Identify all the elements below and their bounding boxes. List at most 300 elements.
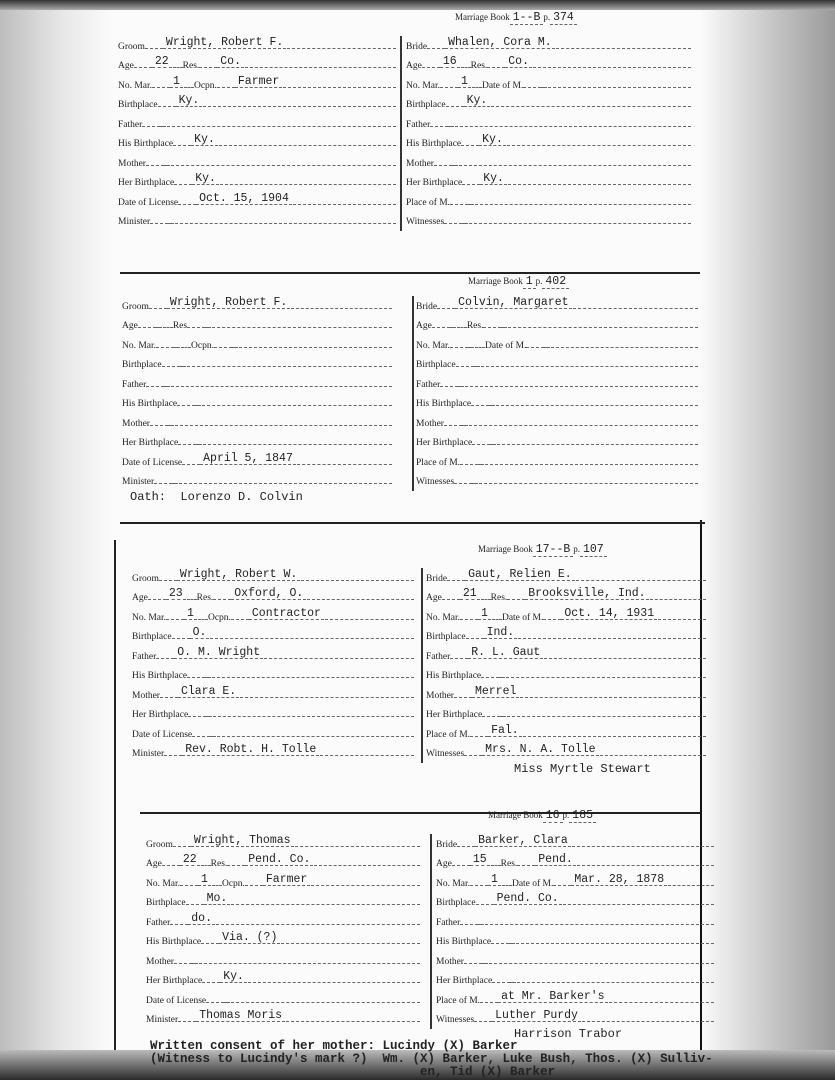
groom-field-birthplace [118,91,396,111]
leader [171,386,392,387]
leader [297,464,392,465]
field-value [472,483,478,484]
leader [162,366,180,367]
field-value [156,327,162,328]
bride-field-witnesses [436,1006,714,1026]
leader [668,885,714,886]
leader [146,386,164,387]
field-value [478,464,484,465]
leader [245,67,396,68]
field-label: His Birthplace [132,671,188,681]
field-label: Ocpn. [191,340,214,351]
field-label: Minister [118,217,151,227]
field-label: Age [416,321,432,331]
field-label: His Birthplace [436,937,492,947]
leader [231,619,249,620]
leader [466,638,484,639]
field-value [544,347,550,348]
field-value [172,483,178,484]
field-value: O. M. Wright [174,647,263,659]
field-value: Pend. [535,854,576,866]
field-label: Mother [416,418,444,429]
leader [485,464,698,465]
field-value: Ky. [191,134,218,146]
groom-field-his-birthplace [132,662,414,682]
field-value: Wright, Robert F. [163,37,286,49]
field-label: No. Mar. [122,340,157,351]
bride-field-age [436,850,714,870]
leader [142,126,160,127]
leader [219,145,396,146]
leader [162,865,180,866]
field-value: Oct. 15, 1904 [196,193,292,205]
leader [573,308,698,309]
field-value: do. [188,913,215,925]
book-label: Marriage Book [468,276,523,286]
leader [544,658,706,659]
leader [492,619,502,620]
bride-field-witnesses [406,208,691,228]
leader [152,87,170,88]
field-value: Brooksville, Ind. [525,588,648,600]
bride-field-witnesses [416,468,698,488]
column-divider [412,296,414,491]
leader [432,327,450,328]
leader [427,48,445,49]
field-value: Wright, Robert W. [177,569,300,581]
leader [212,885,222,886]
book-label: Marriage Book [488,810,543,820]
field-value: at Mr. Barker's [498,991,608,1003]
field-label: Date of License [122,457,183,468]
leader [199,963,420,964]
leader [480,1002,498,1003]
leader [217,87,235,88]
field-value: Ky. [464,95,491,107]
field-value: Ky. [176,95,203,107]
field-label: Mother [118,158,146,169]
field-value [500,716,506,717]
field-value [474,366,480,367]
leader [543,619,561,620]
field-value: Via. (?) [219,932,280,944]
field-label: Age [118,61,134,71]
groom-field-his-birthplace [122,390,392,410]
groom-field-minister [122,468,392,488]
groom-field-no-mar [146,869,420,889]
leader [159,580,177,581]
field-label: Birthplace [118,100,158,110]
field-value [232,347,238,348]
leader [430,126,448,127]
field-value: Gaut, Relien E. [465,569,575,581]
groom-field-her-birthplace [118,169,396,189]
leader [314,865,420,866]
bride-field-mother [436,947,714,967]
field-value: Luther Purdy [492,1010,581,1022]
field-label: Bride [436,839,458,850]
leader [489,963,714,964]
leader [454,697,472,698]
leader [440,386,458,387]
leader [231,904,420,905]
field-label: Place of M. [436,995,481,1006]
leader [437,308,455,309]
field-value: Pend. Co. [245,854,313,866]
field-label: Date of License [146,995,207,1006]
book-number: 1--B [510,11,544,25]
bride-field-father [416,370,698,390]
field-label: Ocpn. [221,878,245,889]
bride-field-his-birthplace [416,390,698,410]
leader [444,223,462,224]
leader [156,347,174,348]
leader [517,982,714,983]
leader [186,904,204,905]
leader [553,885,571,886]
bride-field-birthplace [416,351,698,371]
groom-field-her-birthplace [146,967,420,987]
leader [475,204,691,205]
leader [150,223,168,224]
field-label: No. Mar. [146,878,181,889]
leader [459,165,691,166]
leader [472,87,482,88]
leader [485,924,714,925]
leader [177,405,195,406]
field-label: Father [426,651,451,662]
leader [146,165,164,166]
field-value [206,716,212,717]
field-value: Co. [217,56,244,68]
leader [548,87,691,88]
leader [172,638,190,639]
leader [213,599,231,600]
field-label: Birthplace [416,360,456,370]
field-label: Res [172,321,188,331]
leader [201,943,219,944]
groom-field-birthplace [122,351,392,371]
groom-field-father [118,110,396,130]
card-top-rule [120,522,705,524]
field-label: Age [122,321,138,331]
field-value: Fal. [488,725,522,737]
field-value: Co. [505,56,532,68]
leader [474,1021,492,1022]
leader [518,638,706,639]
leader [212,327,392,328]
leader [465,386,698,387]
field-value: Whalen, Cora M. [445,37,555,49]
leader [464,755,482,756]
page-label: p. [535,276,543,286]
field-label: Minister [132,749,165,759]
leader [283,87,396,88]
leader [582,1021,714,1022]
field-value: 1 [170,76,183,88]
field-label: Date of License [132,729,193,740]
field-label: His Birthplace [122,399,178,409]
leader [475,347,485,348]
leader [181,347,191,348]
groom-field-age [122,312,392,332]
leader [187,677,205,678]
annotation-text: Oath: Lorenzo D. Colvin [130,490,303,504]
groom-field-his-birthplace [146,928,420,948]
bride-field-age [426,584,706,604]
field-value: Oct. 14, 1931 [561,608,657,620]
field-label: Mother [406,158,434,169]
field-label: Bride [426,573,448,584]
leader [179,483,392,484]
field-value: Ky. [479,134,506,146]
groom-field-date-of-license [118,188,396,208]
leader [286,1021,420,1022]
leader [311,885,420,886]
leader [287,48,396,49]
groom-field-mother [146,947,420,967]
field-value: 1 [458,76,471,88]
field-label: Minister [122,477,155,487]
page-label: p. [573,544,580,554]
annotation-text: Miss Myrtle Stewart [514,762,651,776]
leader [325,619,414,620]
leader [216,924,420,925]
bride-field-mother [416,409,698,429]
leader [469,425,698,426]
groom-field-father [132,642,414,662]
field-value [489,405,495,406]
field-value: Clara E. [178,686,239,698]
leader [281,943,420,944]
field-value [168,425,174,426]
field-label: Father [146,917,171,928]
field-value [224,1002,230,1003]
groom-field-birthplace [132,623,414,643]
groom-field-groom [122,292,392,312]
groom-field-date-of-license [132,720,414,740]
leader [483,327,501,328]
groom-field-groom [132,564,414,584]
leader [214,347,232,348]
column-divider [430,834,432,1029]
bride-field-her-birthplace [426,701,706,721]
leader [206,1002,224,1003]
bride-field-no-mar [436,869,714,889]
field-value [160,126,166,127]
groom-column [132,564,414,759]
field-value: R. L. Gaut [468,647,543,659]
field-value: 1 [478,608,491,620]
leader [658,619,706,620]
field-value [510,982,516,983]
field-value: O. [190,627,210,639]
leader [166,619,184,620]
marriage-book-reference [488,810,596,821]
bride-field-birthplace [406,91,691,111]
leader [491,943,509,944]
field-value: Mar. 28, 1878 [571,874,667,886]
groom-field-her-birthplace [132,701,414,721]
field-value: 22 [180,854,200,866]
leader [178,444,196,445]
leader [461,67,471,68]
field-label: Her Birthplace [122,438,179,448]
leader [462,184,480,185]
bride-field-his-birthplace [406,130,691,150]
field-value: Wright, Thomas [191,835,294,847]
field-label: Birthplace [406,100,446,110]
field-label: Groom [132,573,159,584]
field-label: Groom [122,301,149,312]
field-label: Bride [416,301,438,312]
leader [576,580,706,581]
leader [600,755,706,756]
field-label: Her Birthplace [426,710,483,720]
leader [516,943,714,944]
leader [220,184,396,185]
leader [464,963,482,964]
groom-field-age [132,584,414,604]
bride-field-his-birthplace [426,662,706,682]
field-label: Witnesses [426,749,465,759]
leader [248,982,420,983]
leader [507,716,706,717]
leader [487,67,505,68]
field-label: Res. [470,61,488,71]
groom-field-mother [122,409,392,429]
leader [479,483,698,484]
leader [138,327,156,328]
field-label: Res. [490,593,508,603]
column-divider [400,36,402,231]
leader [497,444,698,445]
field-value [541,87,547,88]
leader [442,599,460,600]
field-value [452,165,458,166]
leader [187,366,392,367]
bride-field-father [406,110,691,130]
field-value [468,347,474,348]
field-label: Minister [146,1015,179,1025]
leader [149,308,167,309]
field-label: Father [436,917,461,928]
field-label: Ocpn. [193,80,217,91]
leader [469,223,691,224]
groom-field-minister [132,740,414,760]
leader [239,347,392,348]
leader [452,865,470,866]
leader [201,865,211,866]
leader [188,716,206,717]
bride-field-bride [416,292,698,312]
field-value: Mo. [204,893,231,905]
field-value [168,223,174,224]
field-label: No. Mar. [118,80,153,91]
leader [199,67,217,68]
leader [523,87,541,88]
field-label: Mother [122,418,150,429]
leader [460,619,478,620]
groom-field-mother [132,681,414,701]
leader [481,599,491,600]
leader [245,885,263,886]
field-label: His Birthplace [406,139,462,149]
field-label: Mother [426,690,454,701]
field-label: Her Birthplace [416,438,473,448]
leader [447,580,465,581]
leader [203,106,396,107]
field-value: Farmer [235,76,282,88]
field-value: Pend. Co. [494,893,562,905]
field-label: No. Mar. [416,340,451,351]
field-label: Place of M. [416,457,461,468]
field-value [164,165,170,166]
bride-field-father [426,642,706,662]
bride-field-no-mar [416,331,698,351]
leader [187,327,205,328]
leader [293,204,396,205]
book-number: 16 [543,809,563,823]
field-label: Date of M. [485,340,527,351]
field-label: Mother [146,956,174,967]
page-label: p. [543,12,551,22]
groom-column [118,32,396,227]
field-label: Age [406,61,422,71]
book-label: Marriage Book [455,12,510,22]
field-value: Colvin, Margaret [455,297,571,309]
field-value [195,405,201,406]
leader [609,1002,714,1003]
page-number: 107 [580,543,607,557]
leader [470,885,488,886]
leader [158,106,176,107]
field-label: Date of License [118,197,179,208]
leader [444,425,462,426]
leader [456,366,474,367]
field-value [462,425,468,426]
field-value: Rev. Robt. H. Tolle [182,744,319,756]
field-value [192,963,198,964]
field-label: Father [406,119,431,130]
field-value [458,386,464,387]
groom-field-date-of-license [146,986,420,1006]
leader [187,599,197,600]
leader [450,204,468,205]
annotation-text: Written consent of her mother: Lucindy (X) Barker (Witness to Lucindy's mark ?) Wm. (X) Barker, Luke Bush, Thos. (X) Sulliv- en, Tid (X) Barker [150,1039,713,1079]
field-value: Farmer [263,874,310,886]
groom-field-father [122,370,392,390]
field-value: 1 [198,874,211,886]
groom-field-father [146,908,420,928]
field-label: His Birthplace [146,937,202,947]
field-value: 1 [184,608,197,620]
leader [551,347,698,348]
leader [440,87,458,88]
card-top-rule [140,812,700,814]
leader [240,697,414,698]
bride-field-bride [436,830,714,850]
bride-column [416,292,698,487]
groom-field-minister [118,208,396,228]
leader [231,1002,420,1003]
field-label: Date of M. [481,80,524,91]
field-value [509,943,515,944]
leader [450,658,468,659]
bride-field-birthplace [436,889,714,909]
field-label: Birthplace [146,898,186,908]
bride-field-place-of-m [416,448,698,468]
